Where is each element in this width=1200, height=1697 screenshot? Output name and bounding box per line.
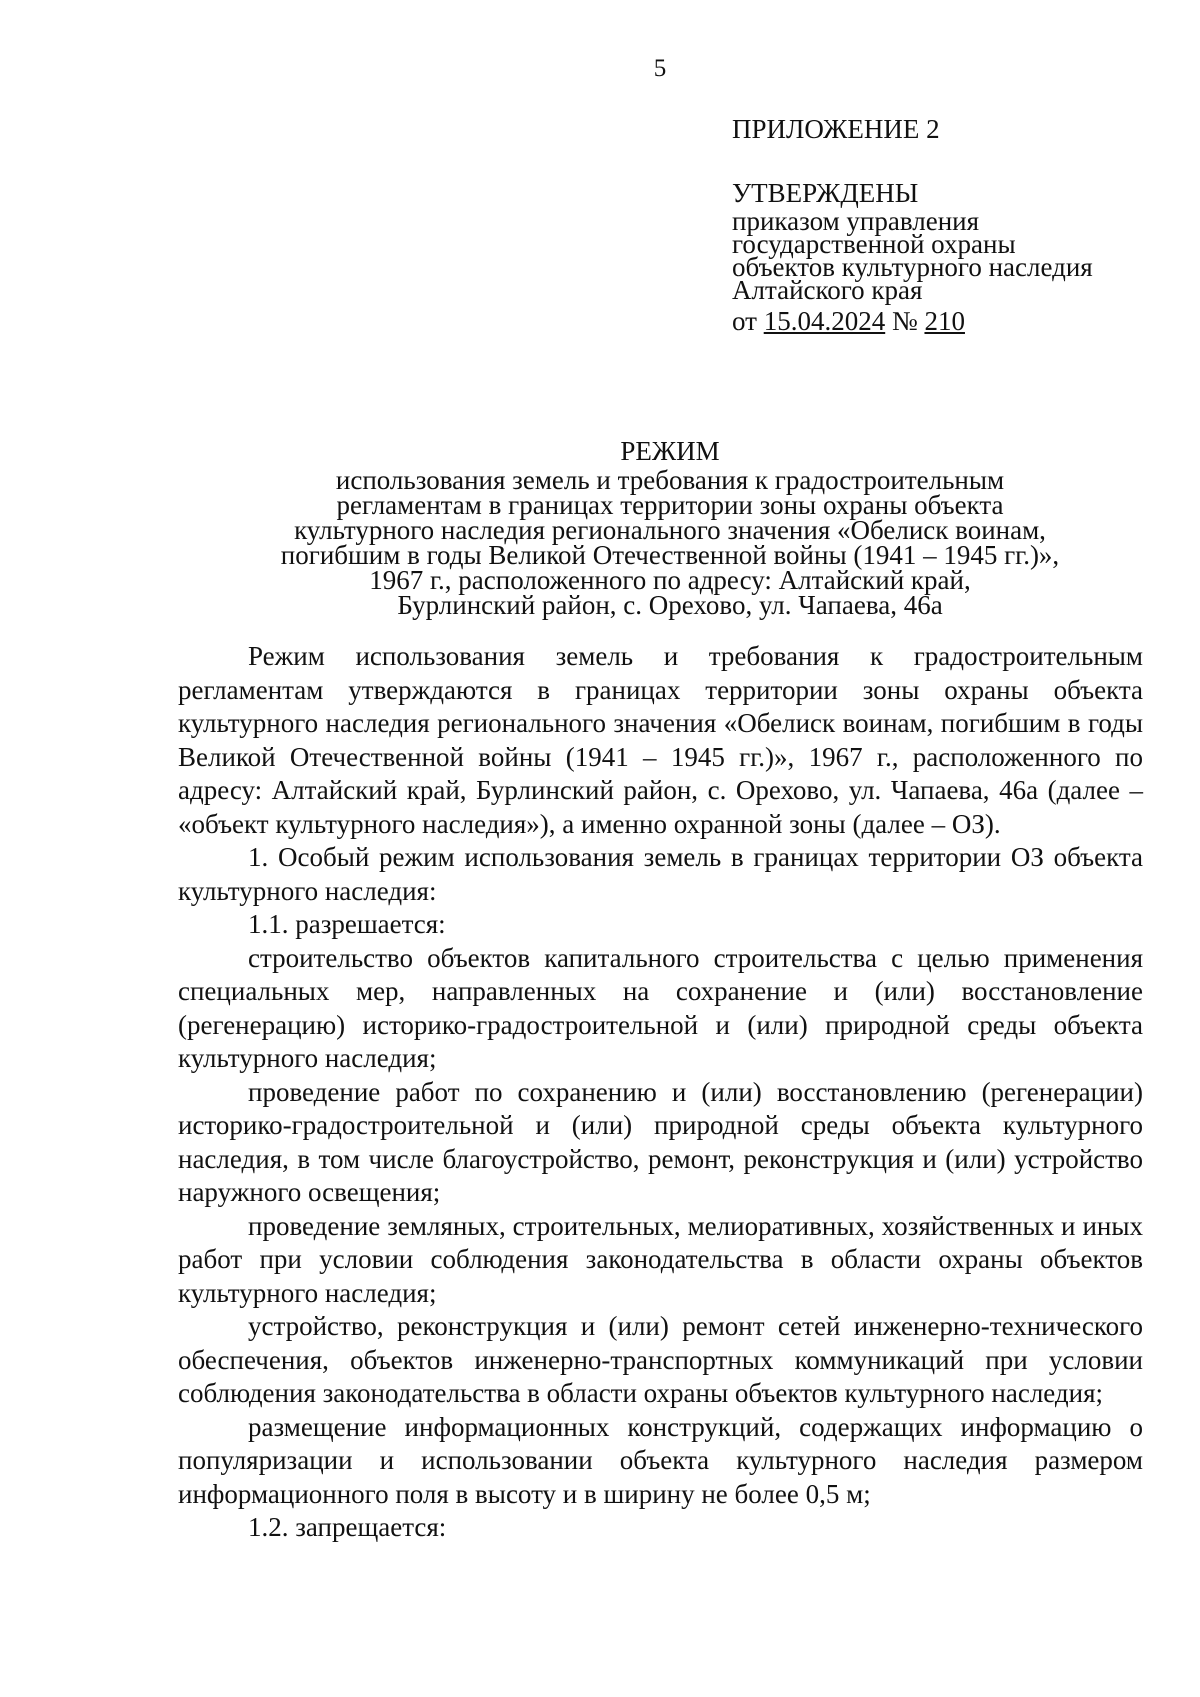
body-paragraph: строительство объектов капитального строительства с целью применения специальных мер, направленных на сохранение и (или) восстановление (регенерацию) историко-градостроительной и (или) природной среды объекта культурного наследия; (178, 942, 1143, 1073)
document-subtitle-line: 1967 г., расположенного по адресу: Алтайский край, (369, 565, 971, 595)
approval-line: объектов культурного наследия (732, 252, 1093, 282)
approval-line: Алтайского края (732, 275, 923, 305)
attachment-label: ПРИЛОЖЕНИЕ 2 (732, 114, 940, 144)
body-paragraph: проведение работ по сохранению и (или) восстановлению (регенерации) историко-градостроительной и (или) природной среды объекта культурного наследия, в том числе благоустройство, ремонт, реконструкция и (или) устройство наружного освещения; (178, 1076, 1143, 1207)
body-paragraph: Режим использования земель и требования к градостроительным регламентам утверждаются в границах территории зоны охраны объекта культурного наследия регионального значения «Обелиск воинам, погибшим в годы Великой Отечественной войны (1941 – 1945 гг.)», 1967 г., расположенного по адресу: Алтайский край, Бурлинский район, с. Орехово, ул. Чапаева, 46а (далее – «объект культурного наследия»), а именно охранной зоны (далее – ОЗ). (178, 641, 1143, 839)
document-title: РЕЖИМ (620, 436, 720, 466)
body-paragraph: устройство, реконструкция и (или) ремонт сетей инженерно-технического обеспечения, объектов инженерно-транспортных коммуникаций при условии соблюдения законодательства в области охраны объектов культурного наследия; (178, 1311, 1143, 1408)
document-subtitle-line: Бурлинский район, с. Орехово, ул. Чапаева, 46а (397, 590, 943, 620)
body-paragraph: проведение земляных, строительных, мелиоративных, хозяйственных и иных работ при условии соблюдения законодательства в области охраны объектов культурного наследия; (178, 1210, 1143, 1308)
document-body (178, 640, 1143, 1545)
approval-heading: УТВЕРЖДЕНЫ (732, 178, 919, 208)
document-subtitle-line: использования земель и требования к градостроительным (335, 465, 1005, 495)
approval-number: 210 (924, 306, 965, 336)
body-paragraph: 1. Особый режим использования земель в границах территории ОЗ объекта культурного наследия: (178, 842, 1143, 906)
document-subtitle-line: погибшим в годы Великой Отечественной войны (1941 – 1945 гг.)», (280, 540, 1060, 570)
document-title-block (170, 434, 1170, 618)
approval-lines (732, 206, 1093, 305)
document-subtitle-line: культурного наследия регионального значения «Обелиск воинам, (294, 515, 1046, 545)
body-paragraph: 1.1. разрешается: (248, 909, 446, 939)
approval-line: приказом управления (732, 206, 980, 236)
approval-date: 15.04.2024 (763, 306, 886, 336)
approval-date-line (732, 306, 1093, 336)
number-sign: № (891, 306, 918, 336)
body-paragraph: размещение информационных конструкций, содержащих информацию о популяризации и использовании объекта культурного наследия размером информационного поля в высоту и в ширину не более 0,5 м; (178, 1411, 1143, 1509)
approval-block (732, 176, 1093, 336)
approval-line: государственной охраны (732, 229, 1016, 259)
date-prefix: от (732, 306, 757, 336)
page-number: 5 (653, 55, 667, 82)
document-subtitle-line: регламентам в границах территории зоны охраны объекта (336, 490, 1004, 520)
body-paragraph: 1.2. запрещается: (248, 1512, 447, 1542)
